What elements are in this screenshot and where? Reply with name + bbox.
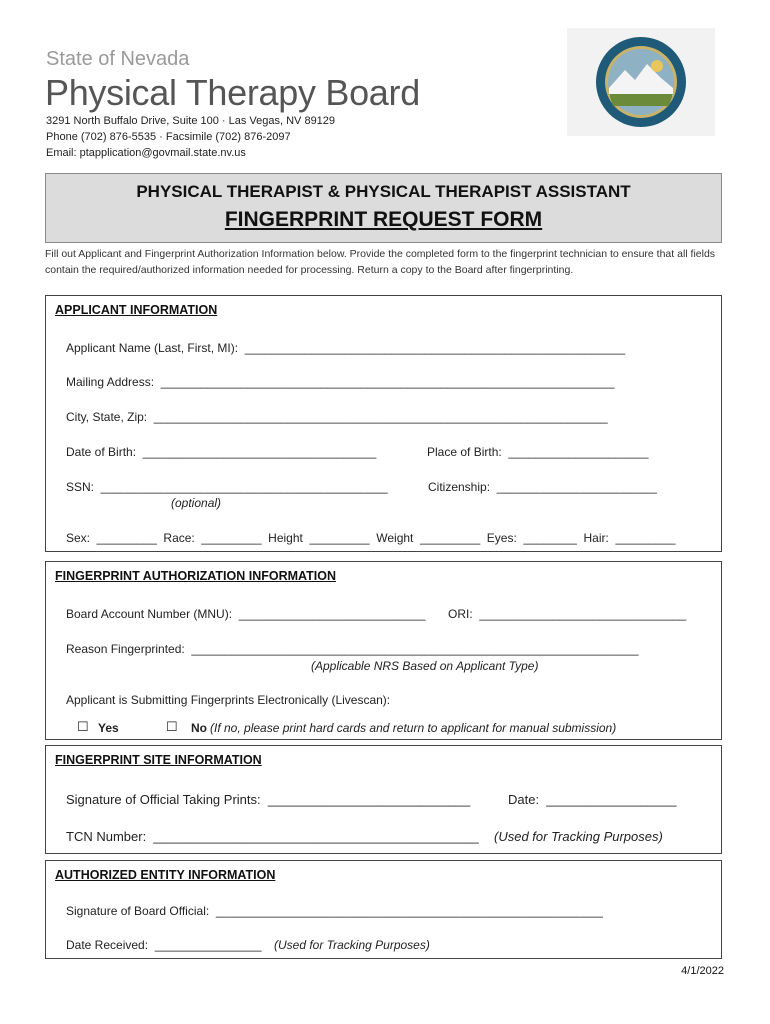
site-date-field[interactable]: Date: __________________ (508, 792, 677, 807)
site-heading: FINGERPRINT SITE INFORMATION (55, 753, 262, 767)
board-official-signature-field[interactable]: Signature of Board Official: __________________________________________________________ (66, 904, 603, 918)
applicant-heading: APPLICANT INFORMATION (55, 303, 218, 317)
date-received-field[interactable]: Date Received: ________________ (66, 938, 262, 952)
tcn-number-field[interactable]: TCN Number: _____________________________________________ (66, 829, 479, 844)
reason-fingerprinted-field[interactable]: Reason Fingerprinted: ___________________________________________________________________ (66, 642, 639, 656)
no-checkbox[interactable]: ☐ (166, 719, 178, 734)
board-title: Physical Therapy Board (45, 72, 420, 113)
board-account-number-field[interactable]: Board Account Number (MNU): ____________________________ (66, 607, 426, 621)
ori-field[interactable]: ORI: _______________________________ (448, 607, 687, 621)
seal-icon (595, 36, 687, 128)
ssn-field[interactable]: SSN: ___________________________________________ (66, 480, 388, 494)
yes-checkbox[interactable]: ☐ (77, 719, 89, 734)
physical-description-fields[interactable]: Sex: _________ Race: _________ Height _________ Weight _________ Eyes: ________ Hair: _________ (66, 531, 676, 545)
site-section (45, 745, 722, 854)
received-tracking-note: (Used for Tracking Purposes) (274, 938, 430, 952)
applicant-name-field[interactable]: Applicant Name (Last, First, MI): _________________________________________________________ (66, 341, 626, 355)
form-title-box (45, 173, 722, 243)
intro-text: Fill out Applicant and Fingerprint Authorization Information below. Provide the completed form to the fingerprint technician to ensure that all fields contain the required/authorized information needed for processing. Return a copy to the Board after fingerprinting. (45, 248, 716, 276)
ssn-optional-note: (optional) (171, 496, 222, 510)
board-address: 3291 North Buffalo Drive, Suite 100 · Las Vegas, NV 89129 (46, 115, 336, 127)
authorization-section (45, 561, 722, 740)
nrs-note: (Applicable NRS Based on Applicant Type) (311, 659, 539, 673)
date-of-birth-field[interactable]: Date of Birth: ___________________________________ (66, 445, 377, 459)
entity-heading: AUTHORIZED ENTITY INFORMATION (55, 868, 276, 882)
tcn-tracking-note: (Used for Tracking Purposes) (494, 829, 663, 844)
form-title-line2: FINGERPRINT REQUEST FORM (224, 208, 543, 231)
official-signature-field[interactable]: Signature of Official Taking Prints: ____________________________ (66, 792, 471, 807)
applicant-section (45, 295, 722, 552)
city-state-zip-field[interactable]: City, State, Zip: ____________________________________________________________________ (66, 410, 608, 424)
form-title-line1: PHYSICAL THERAPIST & PHYSICAL THERAPIST ASSISTANT (136, 182, 631, 201)
mailing-address-field[interactable]: Mailing Address: ____________________________________________________________________ (66, 375, 615, 389)
board-email: Email: ptapplication@govmail.state.nv.us (46, 147, 246, 159)
no-label: No (191, 721, 207, 735)
citizenship-field[interactable]: Citizenship: ________________________ (428, 480, 657, 494)
entity-section (45, 860, 722, 959)
authorization-heading: FINGERPRINT AUTHORIZATION INFORMATION (55, 569, 336, 583)
no-note: (If no, please print hard cards and return to applicant for manual submission) (210, 721, 617, 735)
footer-date: 4/1/2022 (681, 965, 724, 977)
board-phone: Phone (702) 876-5535 · Facsimile (702) 876-2097 (46, 131, 291, 143)
state-seal (567, 28, 715, 136)
yes-label: Yes (98, 721, 119, 735)
state-label: State of Nevada (46, 48, 190, 70)
place-of-birth-field[interactable]: Place of Birth: _____________________ (427, 445, 649, 459)
livescan-question: Applicant is Submitting Fingerprints Electronically (Livescan): (66, 693, 391, 707)
